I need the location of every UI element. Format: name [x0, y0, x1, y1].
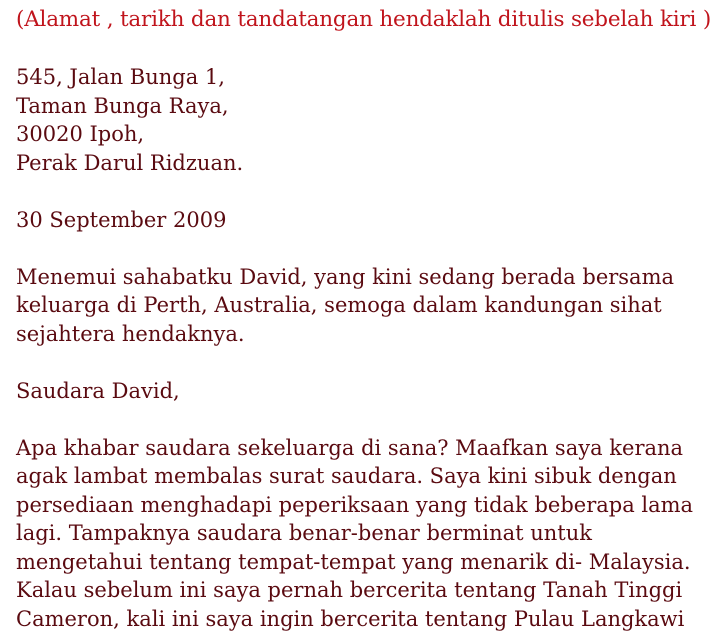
body-line: Apa khabar saudara sekeluarga di sana? Maafkan saya kerana [16, 434, 720, 463]
body-line: Kalau sebelum ini saya pernah bercerita tentang Tanah Tinggi [16, 576, 720, 605]
address-line: Perak Darul Ridzuan. [16, 149, 720, 178]
sender-address [16, 63, 720, 177]
salutation: Saudara David, [16, 377, 720, 406]
instruction-note: (Alamat , tarikh dan tandatangan hendaklah ditulis sebelah kiri ) [16, 6, 720, 35]
address-line: Taman Bunga Raya, [16, 92, 720, 121]
body-line: Cameron, kali ini saya ingin bercerita tentang Pulau Langkawi [16, 605, 720, 633]
spacer [16, 405, 720, 434]
opening-line: Menemui sahabatku David, yang kini sedang berada bersama [16, 263, 720, 292]
address-line: 30020 Ipoh, [16, 120, 720, 149]
body-line: persediaan menghadapi peperiksaan yang tidak beberapa lama [16, 491, 720, 520]
body-line: mengetahui tentang tempat-tempat yang menarik di- Malaysia. [16, 548, 720, 577]
spacer [16, 348, 720, 377]
body-line: lagi. Tampaknya saudara benar-benar berminat untuk [16, 519, 720, 548]
spacer [16, 35, 720, 64]
spacer [16, 234, 720, 263]
address-line: 545, Jalan Bunga 1, [16, 63, 720, 92]
body-line: agak lambat membalas surat saudara. Saya kini sibuk dengan [16, 462, 720, 491]
spacer [16, 177, 720, 206]
body-paragraph [16, 434, 720, 633]
opening-line: keluarga di Perth, Australia, semoga dalam kandungan sihat [16, 291, 720, 320]
opening-line: sejahtera hendaknya. [16, 320, 720, 349]
letter-page [16, 6, 720, 633]
letter-date: 30 September 2009 [16, 206, 720, 235]
opening-paragraph [16, 263, 720, 349]
